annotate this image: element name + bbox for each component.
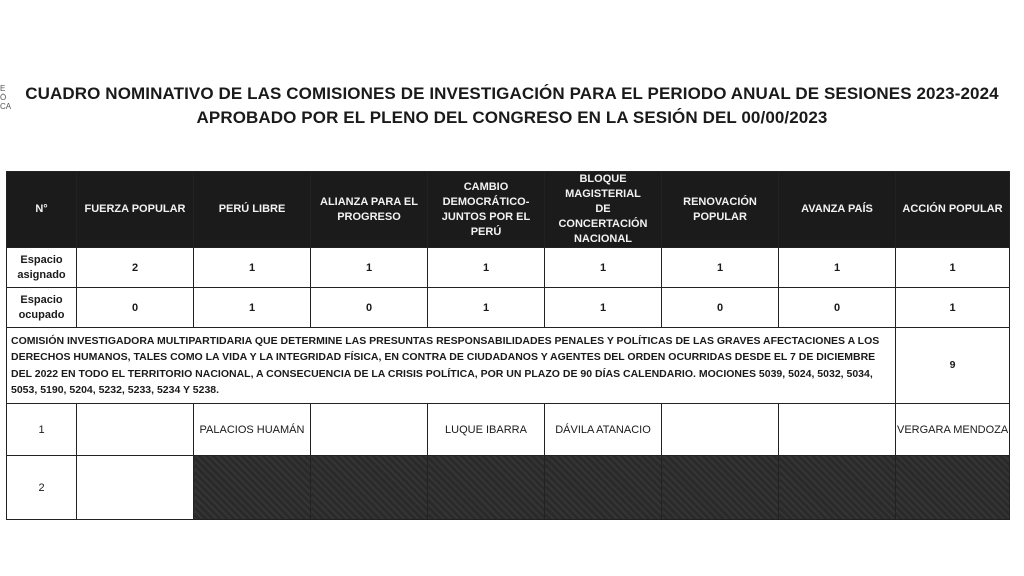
cell-value: 0 [662, 288, 779, 328]
cell-value: 1 [896, 288, 1010, 328]
member-cell-shaded [194, 456, 311, 520]
member-cell [662, 404, 779, 456]
header-party: AVANZA PAÍS [779, 172, 896, 248]
cell-value: 1 [662, 248, 779, 288]
member-cell: PALACIOS HUAMÁN [194, 404, 311, 456]
cell-value: 0 [779, 288, 896, 328]
title-line-1: CUADRO NOMINATIVO DE LAS COMISIONES DE INVESTIGACIÓN PARA EL PERIODO ANUAL DE SESIONES 2023-2024 [25, 84, 999, 103]
cell-value: 1 [545, 248, 662, 288]
header-party: FUERZA POPULAR [77, 172, 194, 248]
member-cell-shaded [428, 456, 545, 520]
commission-description: COMISIÓN INVESTIGADORA MULTIPARTIDARIA QUE DETERMINE LAS PRESUNTAS RESPONSABILIDADES PENALES Y POLÍTICAS DE LAS GRAVES AFECTACIONES A LOS DERECHOS HUMANOS, TALES COMO LA VIDA Y LA INTEGRIDAD FÍSICA, EN CONTRA DE CIUDADANOS Y AGENTES DEL ORDEN OCURRIDAS DESDE EL 7 DE DICIEMBRE DEL 2022 EN TODO EL TERRITORIO NACIONAL, A CONSECUENCIA DE LA CRISIS POLÍTICA, POR UN PLAZO DE 90 DÍAS CALENDARIO. MOCIONES 5039, 5024, 5032, 5034, 5053, 5190, 5204, 5232, 5233, 5234 Y 5238. [7, 328, 896, 404]
header-party: BLOQUE MAGISTERIAL DE CONCERTACIÓN NACIONAL [545, 172, 662, 248]
document-title [0, 82, 1024, 130]
header-party: PERÚ LIBRE [194, 172, 311, 248]
member-cell-shaded [662, 456, 779, 520]
row-espacio-ocupado [7, 288, 1010, 328]
member-cell [77, 456, 194, 520]
member-cell-shaded [545, 456, 662, 520]
cell-value: 1 [896, 248, 1010, 288]
header-party: CAMBIO DEMOCRÁTICO-JUNTOS POR EL PERÚ [428, 172, 545, 248]
header-party: RENOVACIÓN POPULAR [662, 172, 779, 248]
cell-value: 1 [779, 248, 896, 288]
member-cell [311, 404, 428, 456]
member-cell-shaded [311, 456, 428, 520]
member-cell: VERGARA MENDOZA [896, 404, 1010, 456]
row-espacio-asignado [7, 248, 1010, 288]
row-label: Espacio ocupado [7, 288, 77, 328]
member-cell-shaded [896, 456, 1010, 520]
edge-mark: E [0, 84, 6, 93]
header-num: N° [7, 172, 77, 248]
cell-value: 1 [194, 248, 311, 288]
header-party: ACCIÓN POPULAR [896, 172, 1010, 248]
commission-total: 9 [896, 328, 1010, 404]
member-cell-shaded [779, 456, 896, 520]
member-row [7, 404, 1010, 456]
cell-value: 1 [311, 248, 428, 288]
edge-mark: Ó [0, 93, 7, 102]
cell-value: 0 [311, 288, 428, 328]
row-commission-description [7, 328, 1010, 404]
cell-value: 0 [77, 288, 194, 328]
member-cell: LUQUE IBARRA [428, 404, 545, 456]
edge-mark: CA [0, 102, 12, 111]
cell-value: 1 [545, 288, 662, 328]
member-num: 1 [7, 404, 77, 456]
cell-value: 1 [428, 288, 545, 328]
cell-value: 1 [428, 248, 545, 288]
row-label: Espacio asignado [7, 248, 77, 288]
title-line-2: APROBADO POR EL PLENO DEL CONGRESO EN LA SESIÓN DEL 00/00/2023 [196, 108, 828, 127]
member-cell: DÁVILA ATANACIO [545, 404, 662, 456]
member-num: 2 [7, 456, 77, 520]
member-cell [779, 404, 896, 456]
cell-value: 2 [77, 248, 194, 288]
header-row [7, 172, 1010, 248]
member-cell [77, 404, 194, 456]
member-row [7, 456, 1010, 520]
commission-table [6, 171, 1010, 520]
header-party: ALIANZA PARA EL PROGRESO [311, 172, 428, 248]
cell-value: 1 [194, 288, 311, 328]
